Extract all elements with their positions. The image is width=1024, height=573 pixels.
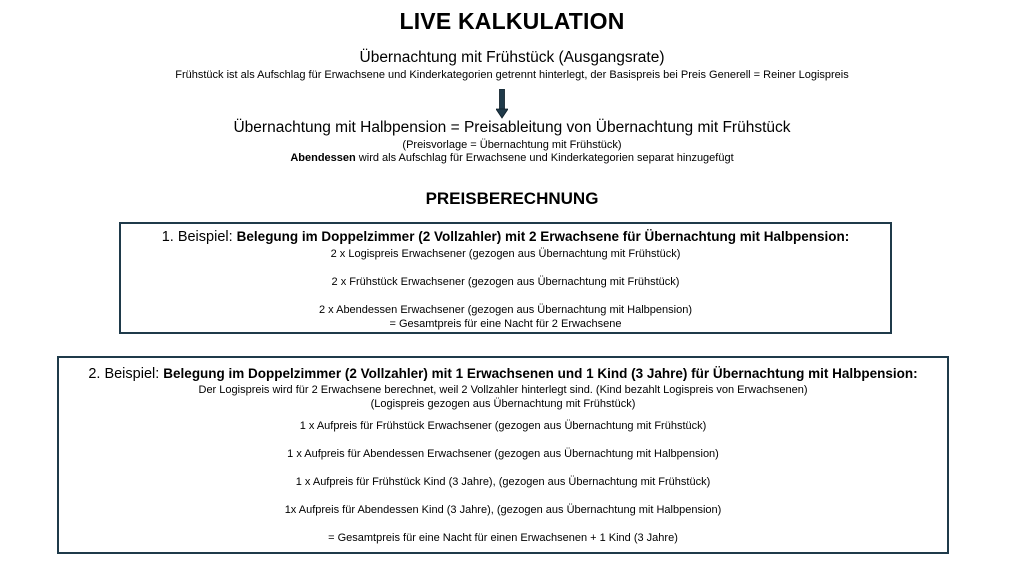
base-rate-note: Frühstück ist als Aufschlag für Erwachsene und Kinderkategorien getrennt hinterlegt, der Basispreis bei Preis Generell = Reiner Logispreis bbox=[175, 69, 849, 81]
dinner-note-text: wird als Aufschlag für Erwachsene und Kinderkategorien separat hinzugefügt bbox=[355, 152, 734, 164]
example-2-line: 1 x Aufpreis für Abendessen Erwachsener (gezogen aus Übernachtung mit Halbpension) bbox=[287, 448, 719, 460]
example-1-line: 2 x Logispreis Erwachsener (gezogen aus Übernachtung mit Frühstück) bbox=[330, 248, 681, 260]
example-2-title: Belegung im Doppelzimmer (2 Vollzahler) mit 1 Erwachsenen und 1 Kind (3 Jahre) für Übernachtung mit Halbpension: bbox=[163, 366, 918, 381]
example-1-line: 2 x Frühstück Erwachsener (gezogen aus Übernachtung mit Frühstück) bbox=[331, 276, 680, 288]
example-2-line: 1x Aufpreis für Abendessen Kind (3 Jahre), (gezogen aus Übernachtung mit Halbpension) bbox=[284, 504, 722, 516]
example-2-heading bbox=[59, 366, 947, 382]
example-2-line: 1 x Aufpreis für Frühstück Kind (3 Jahre), (gezogen aus Übernachtung mit Frühstück) bbox=[295, 476, 711, 488]
example-2-line: Der Logispreis wird für 2 Erwachsene berechnet, weil 2 Vollzahler hinterlegt sind. (Kind bezahlt Logispreis von Erwachsenen) bbox=[198, 384, 808, 396]
example-1-box bbox=[119, 222, 892, 334]
example-1-prefix: 1. Beispiel: bbox=[161, 229, 237, 245]
base-rate-title: Übernachtung mit Frühstück (Ausgangsrate) bbox=[359, 49, 665, 66]
page-title: LIVE KALKULATION bbox=[399, 8, 625, 34]
section-title: PREISBERECHNUNG bbox=[425, 189, 599, 208]
example-2-box bbox=[57, 356, 949, 554]
example-1-heading bbox=[121, 229, 890, 245]
example-1-title: Belegung im Doppelzimmer (2 Vollzahler) mit 2 Erwachsene für Übernachtung mit Halbpension: bbox=[236, 229, 850, 244]
derived-rate-note: (Preisvorlage = Übernachtung mit Frühstück) bbox=[402, 139, 622, 151]
example-1-line: 2 x Abendessen Erwachsener (gezogen aus Übernachtung mit Halbpension) bbox=[318, 304, 692, 316]
arrow-down-icon bbox=[496, 89, 508, 119]
example-2-total: = Gesamtpreis für eine Nacht für einen Erwachsenen + 1 Kind (3 Jahre) bbox=[328, 532, 678, 544]
example-2-line: (Logispreis gezogen aus Übernachtung mit Frühstück) bbox=[370, 398, 636, 410]
example-2-line: 1 x Aufpreis für Frühstück Erwachsener (gezogen aus Übernachtung mit Frühstück) bbox=[299, 420, 707, 432]
derived-rate-title: Übernachtung mit Halbpension = Preisableitung von Übernachtung mit Frühstück bbox=[233, 119, 791, 136]
example-2-prefix: 2. Beispiel: bbox=[88, 366, 164, 382]
example-1-total: = Gesamtpreis für eine Nacht für 2 Erwachsene bbox=[389, 318, 622, 330]
dinner-note-bold: Abendessen bbox=[290, 152, 356, 164]
dinner-note bbox=[0, 152, 1024, 164]
